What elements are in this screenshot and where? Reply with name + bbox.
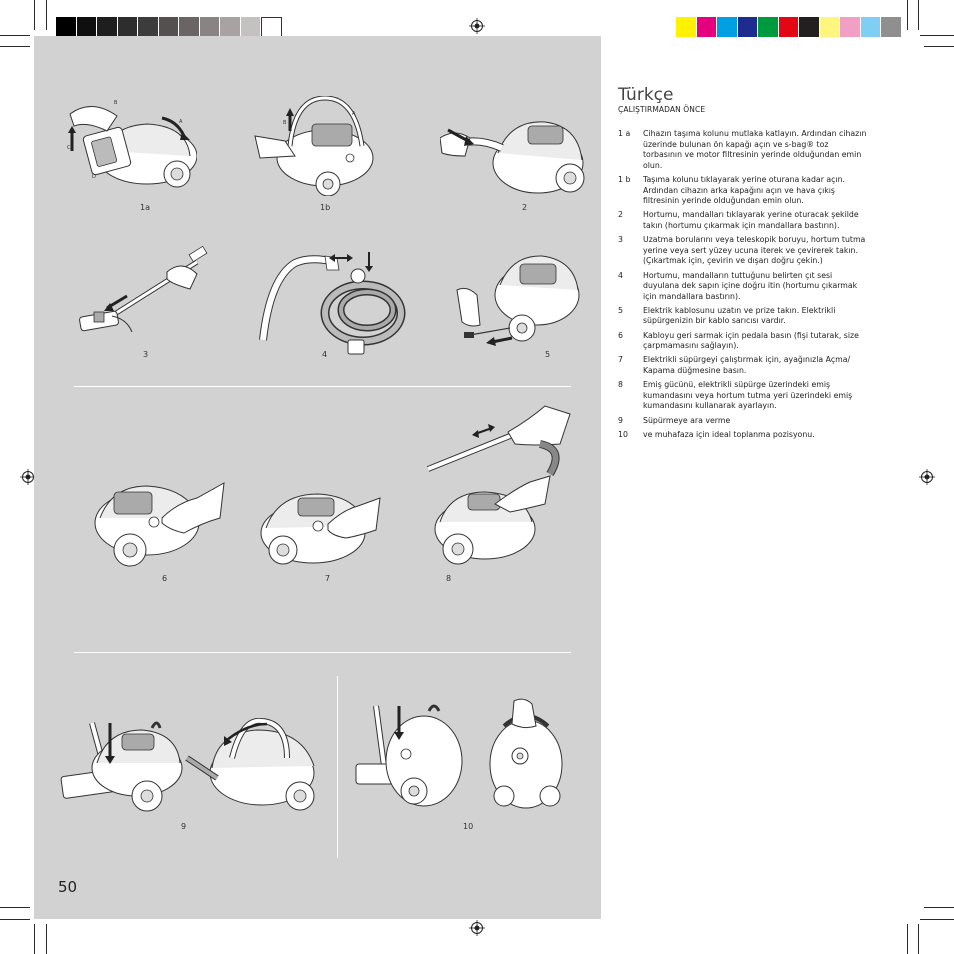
color-swatch xyxy=(820,17,841,37)
instruction-number: 1 a xyxy=(618,129,631,138)
instruction-item xyxy=(618,380,868,412)
crop-mark xyxy=(34,924,35,954)
instruction-number: 3 xyxy=(618,235,623,245)
instruction-text: Hortumu, mandalları tıklayarak yerine oturacak şekilde takın (hortumu çıkarmak için mandallara bastırın). xyxy=(643,210,859,230)
figure-label: 2 xyxy=(522,203,528,212)
figure-10-storage-position xyxy=(354,696,564,818)
callout-label: C xyxy=(67,145,71,151)
color-swatch xyxy=(779,17,800,37)
figure-label: 8 xyxy=(446,574,452,583)
crop-mark xyxy=(0,35,30,36)
instruction-text: Hortumu, mandalların tuttuğunu belirten çıt sesi duyulana dek sapın içine doğru itin (hortumu çıkarmak için mandallara bastırın). xyxy=(643,270,858,301)
section-divider xyxy=(74,386,571,387)
registration-mark-icon xyxy=(469,18,485,34)
crop-mark xyxy=(920,919,954,920)
instruction-text: Elektrik kablosunu uzatın ve prize takın. Elektrikli süpürgenizin bir kablo sarıcısı vardır. xyxy=(643,305,836,326)
instruction-item xyxy=(618,430,868,441)
figure-1a-open-front-cover xyxy=(62,96,197,196)
instruction-text: Süpürmeye ara verme xyxy=(643,415,731,425)
figure-5-plug-in-cord xyxy=(452,250,582,350)
figure-1b-open-rear-cover xyxy=(250,96,380,196)
figure-label: 5 xyxy=(545,350,551,359)
instruction-item xyxy=(618,306,868,327)
instruction-item xyxy=(618,271,868,303)
crop-mark xyxy=(918,924,919,954)
color-swatch-strip xyxy=(676,17,902,37)
gray-swatch xyxy=(200,17,221,37)
gray-swatch xyxy=(97,17,118,37)
color-swatch xyxy=(881,17,902,37)
instruction-item xyxy=(618,129,868,171)
crop-mark xyxy=(918,0,919,30)
instruction-list xyxy=(618,129,868,444)
color-swatch xyxy=(697,17,718,37)
gray-swatch xyxy=(138,17,159,37)
figure-label: 10 xyxy=(463,822,474,831)
crop-mark xyxy=(907,0,908,30)
instruction-number: 2 xyxy=(618,210,623,220)
figure-label: 1b xyxy=(320,203,331,212)
callout-label: D xyxy=(92,174,96,180)
instruction-number: 6 xyxy=(618,330,623,340)
instruction-item xyxy=(618,331,868,352)
instruction-text: ve muhafaza için ideal toplanma pozisyonu. xyxy=(643,429,815,439)
crop-mark xyxy=(46,924,47,954)
color-swatch xyxy=(840,17,861,37)
page-number: 50 xyxy=(58,878,78,896)
instruction-number: 9 xyxy=(618,415,623,425)
registration-mark-icon xyxy=(469,920,485,936)
crop-mark xyxy=(924,907,954,908)
gray-swatch xyxy=(179,17,200,37)
gray-swatch xyxy=(77,17,98,37)
color-swatch xyxy=(861,17,882,37)
section-divider xyxy=(74,652,571,653)
color-swatch xyxy=(738,17,759,37)
gray-swatch xyxy=(241,17,262,37)
instruction-number: 5 xyxy=(618,305,623,315)
instruction-text: Kabloyu geri sarmak için pedala basın (fişi tutarak, size çarpmamasını sağlayın). xyxy=(643,330,859,351)
instruction-number: 1 b xyxy=(618,174,631,184)
instruction-text: Emiş gücünü, elektrikli süpürge üzerindeki emiş kumandasını veya hortum tutma yeri üzerindeki emiş kumandasını kullanarak ayarlayın. xyxy=(643,380,853,411)
crop-mark xyxy=(920,35,954,36)
crop-mark xyxy=(907,924,908,954)
color-swatch xyxy=(799,17,820,37)
figure-label: 7 xyxy=(325,574,331,583)
gray-swatch xyxy=(118,17,139,37)
instruction-number: 4 xyxy=(618,270,623,280)
gray-swatch xyxy=(220,17,241,37)
gray-swatch xyxy=(261,17,282,37)
color-swatch xyxy=(676,17,697,37)
callout-label: A xyxy=(179,119,183,125)
callout-label: B xyxy=(283,120,287,126)
callout-label: A xyxy=(352,111,356,117)
figure-label: 9 xyxy=(181,822,187,831)
crop-mark xyxy=(924,46,954,47)
figure-8-suction-control xyxy=(420,404,575,572)
section-title: Türkçe xyxy=(618,85,674,105)
instruction-item xyxy=(618,175,868,207)
figure-label: 1a xyxy=(140,203,150,212)
crop-mark xyxy=(0,919,30,920)
instruction-item xyxy=(618,210,868,231)
figure-3-attach-tube xyxy=(72,244,217,344)
figure-2-attach-hose xyxy=(440,108,585,200)
section-subtitle: ÇALIŞTIRMADAN ÖNCE xyxy=(618,105,706,114)
instruction-item xyxy=(618,235,868,267)
gray-swatch xyxy=(56,17,77,37)
instruction-item xyxy=(618,355,868,376)
instruction-number: 7 xyxy=(618,355,623,365)
figure-7-power-switch xyxy=(258,488,383,573)
crop-mark xyxy=(0,46,30,47)
section-divider xyxy=(337,676,338,858)
instruction-text: Cihazın taşıma kolunu mutlaka katlayın. Ardından cihazın üzerinde bulunan ön kapağı açın ve s-bag® toz torbasının ve motor filtresinin yerinde olduğundan emin olun. xyxy=(643,129,867,170)
color-swatch xyxy=(758,17,779,37)
figure-6-cord-rewind-pedal xyxy=(92,478,227,570)
color-swatch xyxy=(717,17,738,37)
crop-mark xyxy=(0,907,30,908)
figure-label: 4 xyxy=(322,350,328,359)
gray-swatch-strip xyxy=(56,17,282,37)
figure-label: 3 xyxy=(143,350,149,359)
instruction-text: Taşıma kolunu tıklayarak yerine oturana kadar açın. Ardından cihazın arka kapağını açın ve hava çıkış filtresinin yerinde olduğundan emin olun. xyxy=(643,174,846,206)
instruction-text: Elektrikli süpürgeyi çalıştırmak için, ayağınızla Açma/ Kapama düğmesine basın. xyxy=(643,355,851,376)
instruction-text: Uzatma borularını veya teleskopik boruyu, hortum tutma yerine veya sert yüzey ucuna iterek ve çevirerek takın. (Çıkartmak için, çevirin ve dışarı doğru çekin.) xyxy=(643,235,866,266)
instruction-item xyxy=(618,416,868,427)
registration-mark-icon xyxy=(919,469,935,485)
crop-mark xyxy=(34,0,35,30)
figure-9-parking-position xyxy=(52,718,332,818)
figure-label: 6 xyxy=(162,574,168,583)
crop-mark xyxy=(46,0,47,30)
figure-4-insert-hose-handle xyxy=(255,248,415,360)
instruction-number: 8 xyxy=(618,380,623,390)
instruction-number: 10 xyxy=(618,429,628,439)
callout-label: B xyxy=(114,100,118,106)
gray-swatch xyxy=(159,17,180,37)
